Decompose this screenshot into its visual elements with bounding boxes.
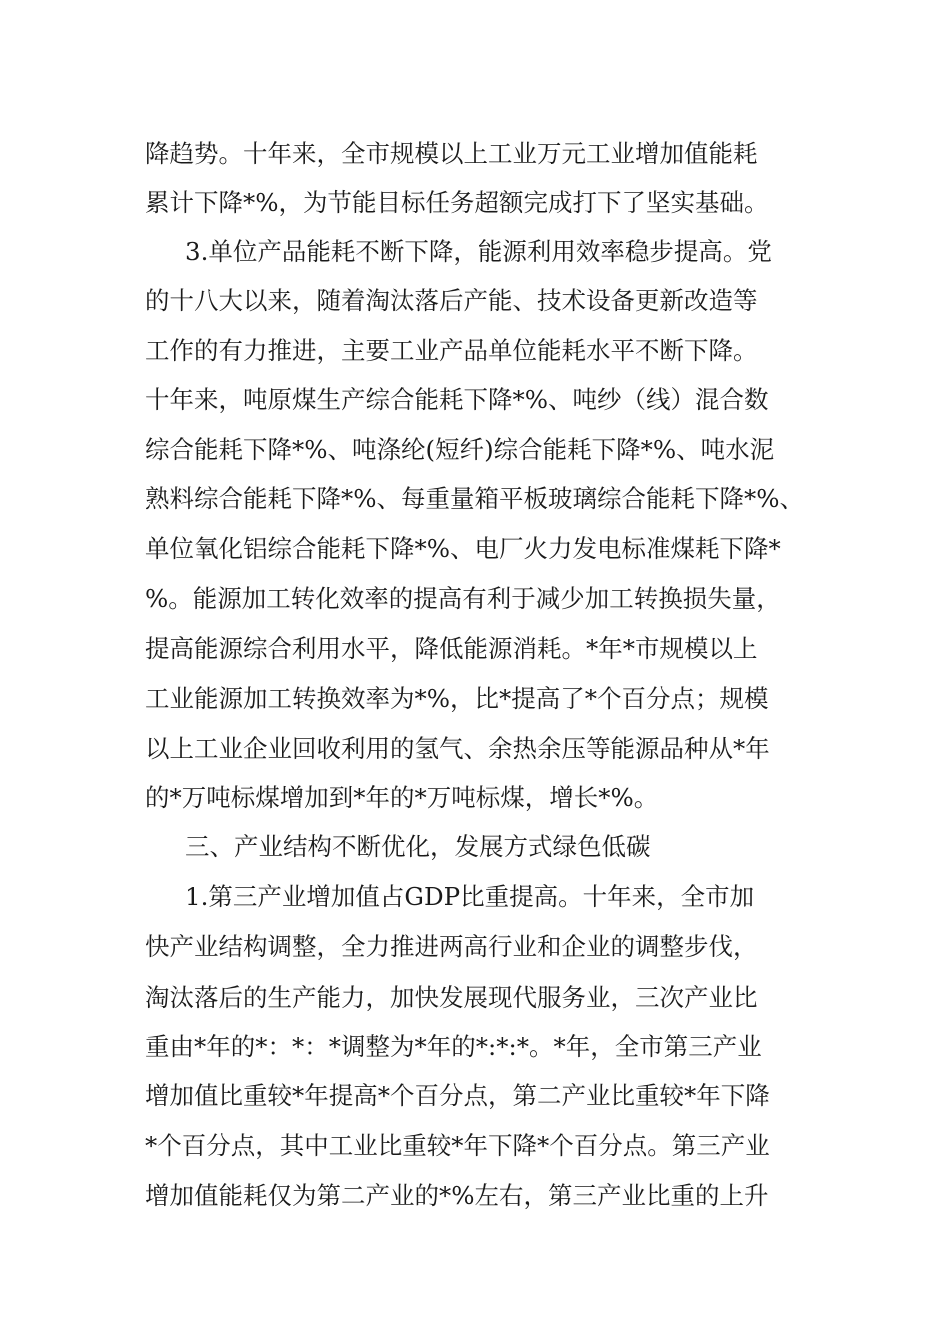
paragraph-line: 的十八大以来，随着淘汰落后产能、技术设备更新改造等 — [145, 286, 758, 315]
paragraph-line: 单位氧化铝综合能耗下降*%、电厂火力发电标准煤耗下降* — [145, 534, 781, 563]
paragraph-line: 工作的有力推进，主要工业产品单位能耗水平不断下降。 — [145, 336, 758, 365]
paragraph-line: 十年来，吨原煤生产综合能耗下降*%、吨纱（线）混合数 — [145, 385, 769, 414]
paragraph-line: *个百分点，其中工业比重较*年下降*个百分点。第三产业 — [145, 1131, 770, 1160]
paragraph-line: 重由*年的*：*：*调整为*年的*:*:*。*年，全市第三产业 — [145, 1032, 762, 1061]
paragraph-line: 的*万吨标煤增加到*年的*万吨标煤，增长*%。 — [145, 783, 659, 812]
paragraph-line: 综合能耗下降*%、吨涤纶(短纤)综合能耗下降*%、吨水泥 — [145, 435, 775, 464]
paragraph-line: 淘汰落后的生产能力，加快发展现代服务业，三次产业比 — [145, 983, 758, 1012]
paragraph-line: 提高能源综合利用水平，降低能源消耗。*年*市规模以上 — [145, 634, 758, 663]
paragraph-line: 熟料综合能耗下降*%、每重量箱平板玻璃综合能耗下降*%、 — [145, 484, 805, 513]
paragraph-line: 增加值能耗仅为第二产业的*%左右，第三产业比重的上升 — [145, 1181, 769, 1210]
paragraph-line: 快产业结构调整，全力推进两高行业和企业的调整步伐， — [145, 932, 758, 961]
paragraph-line: 累计下降*%，为节能目标任务超额完成打下了坚实基础。 — [145, 188, 769, 217]
paragraph-line: 增加值比重较*年提高*个百分点，第二产业比重较*年下降 — [145, 1081, 770, 1110]
paragraph-line: 以上工业企业回收利用的氢气、余热余压等能源品种从*年 — [145, 734, 770, 763]
paragraph-line: 工业能源加工转换效率为*%，比*提高了*个百分点；规模 — [145, 684, 769, 713]
paragraph-line: 1.第三产业增加值占GDP比重提高。十年来，全市加 — [185, 882, 755, 911]
section-heading: 三、产业结构不断优化，发展方式绿色低碳 — [185, 832, 651, 861]
paragraph-line: 3.单位产品能耗不断下降，能源利用效率稳步提高。党 — [185, 237, 772, 266]
paragraph-line: %。能源加工转化效率的提高有利于减少加工转换损失量， — [145, 584, 781, 613]
paragraph-line: 降趋势。十年来，全市规模以上工业万元工业增加值能耗 — [145, 139, 758, 168]
